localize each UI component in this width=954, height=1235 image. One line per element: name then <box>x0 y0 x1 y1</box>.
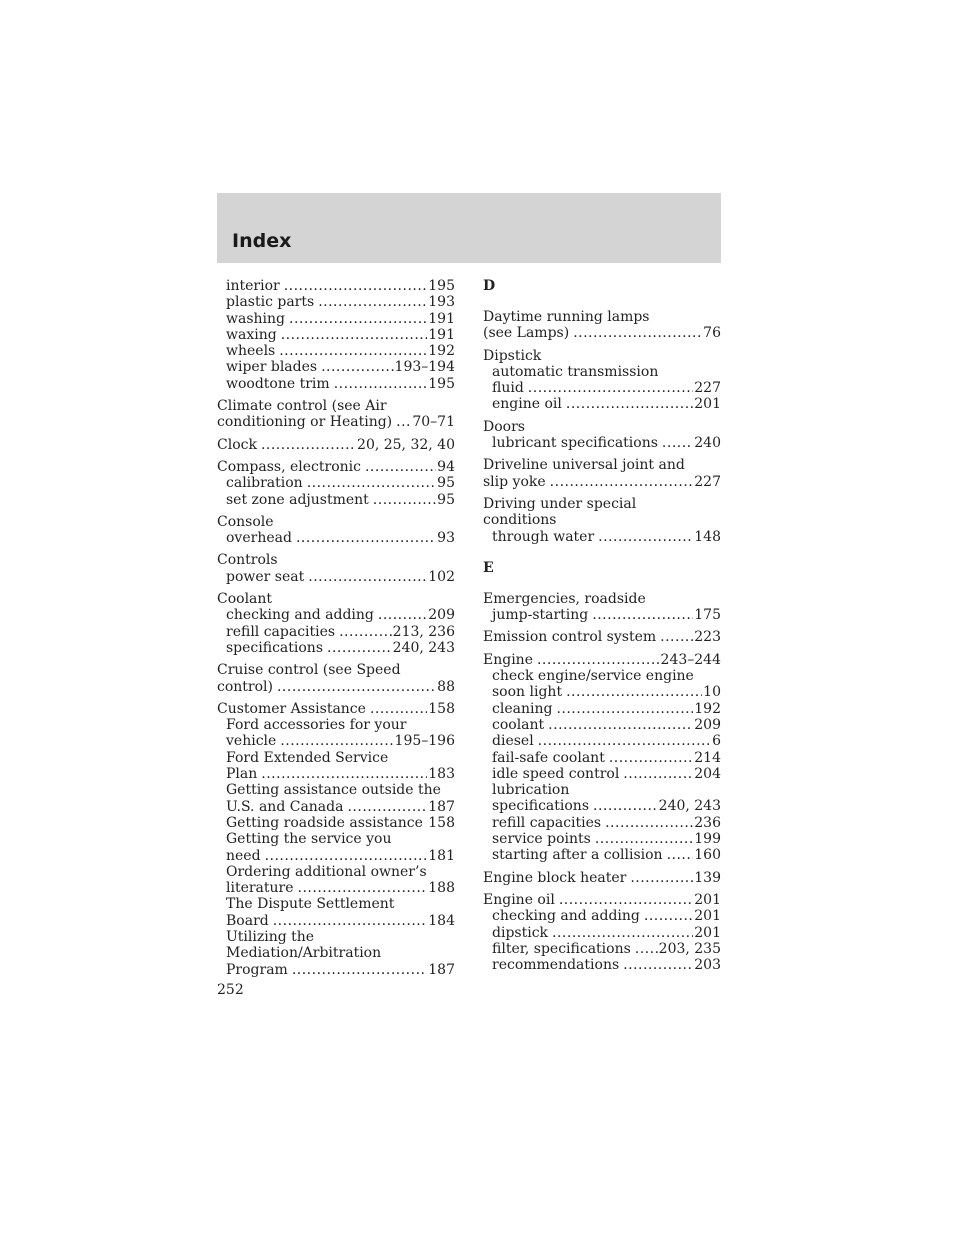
section-spacer <box>483 576 721 591</box>
entry-text: specifications <box>226 639 324 656</box>
index-subentry <box>483 847 721 863</box>
index-subentry <box>217 327 455 343</box>
entry-text: Climate control (see Air <box>217 398 387 415</box>
entry-page-ref: 20, 25, 32, 40 <box>357 436 455 453</box>
index-entry <box>217 591 455 607</box>
entry-text: coolant <box>492 716 545 733</box>
index-entry <box>217 437 455 453</box>
entry-page-ref: 95 <box>437 475 455 492</box>
leader-dots <box>318 294 427 310</box>
entry-page-ref: 158 <box>428 700 455 717</box>
leader-dots <box>598 529 693 545</box>
leader-dots <box>573 325 702 341</box>
entry-page-ref: 195 <box>428 278 455 294</box>
index-entry <box>483 325 721 341</box>
leader-dots <box>280 733 393 749</box>
index-subentry <box>217 278 455 294</box>
entry-text: Dipstick <box>483 347 542 364</box>
entry-text: Emission control system <box>483 629 657 646</box>
entry-page-ref: 187 <box>428 961 455 978</box>
entry-page-ref: 240, 243 <box>658 798 721 815</box>
entry-page-ref: 193 <box>428 294 455 311</box>
leader-dots <box>538 733 711 749</box>
section-spacer <box>483 545 721 560</box>
leader-dots <box>373 492 436 508</box>
index-header-band <box>217 193 721 263</box>
entry-page-ref: 236 <box>694 814 721 831</box>
index-subentry <box>217 492 455 508</box>
entry-page-ref: 213, 236 <box>392 623 455 640</box>
leader-dots <box>623 957 693 973</box>
entry-page-ref: 192 <box>428 343 455 360</box>
index-column-left <box>217 278 455 978</box>
index-subentry <box>217 831 455 847</box>
leader-dots <box>548 717 693 733</box>
entry-page-ref: 88 <box>437 678 455 695</box>
entry-text: plastic parts <box>226 294 315 311</box>
index-subentry <box>483 766 721 782</box>
entry-page-ref: 209 <box>694 716 721 733</box>
index-subentry <box>483 668 721 684</box>
entry-text: specifications <box>492 798 590 815</box>
entry-page-ref: 227 <box>694 473 721 490</box>
entry-text: cleaning <box>492 700 553 717</box>
entry-page-ref: 70–71 <box>412 414 455 431</box>
entry-text: The Dispute Settlement <box>226 896 395 913</box>
leader-dots <box>281 327 428 343</box>
index-subentry <box>483 957 721 973</box>
entry-text: Getting roadside assistance <box>226 814 423 831</box>
index-entry <box>483 512 721 528</box>
entry-text: interior <box>226 278 280 294</box>
index-entry <box>217 679 455 695</box>
entry-page-ref: 201 <box>694 396 721 413</box>
index-subentry <box>483 717 721 733</box>
entry-text: wheels <box>226 343 276 360</box>
entry-page-ref: 227 <box>694 380 721 397</box>
entry-text: vehicle <box>226 733 277 750</box>
entry-text: Engine oil <box>483 891 555 908</box>
entry-text: Driving under special <box>483 495 637 512</box>
entry-text: refill capacities <box>226 623 336 640</box>
entry-text: lubricant specifications <box>492 435 658 452</box>
entry-text: fluid <box>492 380 524 397</box>
leader-dots <box>667 847 694 863</box>
entry-text: Mediation/Arbitration <box>226 945 382 962</box>
entry-page-ref: 191 <box>428 310 455 327</box>
index-subentry <box>217 569 455 585</box>
entry-page-ref: 158 <box>428 814 455 831</box>
index-entry <box>483 629 721 645</box>
section-spacer <box>483 294 721 309</box>
leader-dots <box>327 640 392 656</box>
entry-page-ref: 183 <box>428 766 455 783</box>
entry-page-ref: 187 <box>428 798 455 815</box>
leader-dots <box>662 435 693 451</box>
index-subentry <box>483 435 721 451</box>
index-subentry <box>483 380 721 396</box>
entry-text: literature <box>226 880 294 897</box>
leader-dots <box>378 607 427 623</box>
leader-dots <box>308 569 427 585</box>
index-subentry <box>483 750 721 766</box>
entry-page-ref: 201 <box>694 924 721 941</box>
entry-text: Customer Assistance <box>217 700 366 717</box>
entry-page-ref: 223 <box>694 629 721 646</box>
leader-dots <box>265 848 428 864</box>
entry-text: diesel <box>492 733 534 750</box>
index-subentry <box>217 815 455 831</box>
index-subentry <box>217 766 455 782</box>
entry-text: conditions <box>483 512 557 529</box>
index-subentry <box>483 831 721 847</box>
index-subentry <box>217 733 455 749</box>
entry-text: idle speed control <box>492 765 620 782</box>
entry-page-ref: 214 <box>694 749 721 766</box>
entry-text: power seat <box>226 568 305 585</box>
entry-text: jump-starting <box>492 607 589 624</box>
leader-dots <box>261 766 427 782</box>
index-subentry <box>217 475 455 491</box>
index-subentry <box>217 640 455 656</box>
entry-text: U.S. and Canada <box>226 798 344 815</box>
entry-text: checking and adding <box>492 908 640 925</box>
entry-text: wiper blades <box>226 359 318 376</box>
index-entry <box>483 309 721 325</box>
entry-text: checking and adding <box>226 607 374 624</box>
leader-dots <box>609 750 693 766</box>
index-entry <box>483 419 721 435</box>
index-column-right <box>483 278 721 973</box>
index-subentry <box>217 343 455 359</box>
index-entry <box>217 552 455 568</box>
entry-page-ref: 181 <box>428 847 455 864</box>
page-title: Index <box>232 230 292 252</box>
entry-text: conditioning or Heating) <box>217 414 393 431</box>
index-entry <box>483 870 721 886</box>
entry-text: starting after a collision <box>492 847 663 864</box>
index-entry <box>217 459 455 475</box>
leader-dots <box>273 913 428 929</box>
entry-text: Coolant <box>217 591 273 608</box>
index-subentry <box>483 684 721 700</box>
section-letter: E <box>483 559 494 576</box>
entry-page-ref: 93 <box>437 530 455 547</box>
leader-dots <box>261 437 356 453</box>
entry-text: Program <box>226 961 288 978</box>
entry-page-ref: 160 <box>694 847 721 864</box>
index-subentry <box>483 782 721 798</box>
entry-text: soon light <box>492 684 563 701</box>
entry-page-ref: 195–196 <box>394 733 455 750</box>
entry-text: Getting assistance outside the <box>226 782 441 799</box>
leader-dots <box>396 414 411 430</box>
index-subentry <box>483 733 721 749</box>
index-subentry <box>217 799 455 815</box>
entry-text: Board <box>226 912 269 929</box>
entry-text: engine oil <box>492 396 562 413</box>
entry-page-ref: 6 <box>712 733 721 750</box>
leader-dots <box>370 701 427 717</box>
entry-page-ref: 191 <box>428 326 455 343</box>
index-subentry <box>483 941 721 957</box>
leader-dots <box>605 815 693 831</box>
leader-dots <box>566 684 702 700</box>
leader-dots <box>660 629 693 645</box>
entry-text: Plan <box>226 766 258 783</box>
entry-text: (see Lamps) <box>483 325 570 342</box>
leader-dots <box>550 474 694 490</box>
entry-text: Clock <box>217 436 257 453</box>
index-subentry <box>217 530 455 546</box>
entry-page-ref: 203 <box>694 957 721 974</box>
index-subentry <box>217 962 455 978</box>
leader-dots <box>593 798 658 814</box>
entry-text: Ordering additional owner’s <box>226 863 427 880</box>
index-subentry <box>217 624 455 640</box>
entry-page-ref: 195 <box>428 375 455 392</box>
leader-dots <box>292 962 427 978</box>
index-subentry <box>217 880 455 896</box>
entry-text: calibration <box>226 475 303 492</box>
entry-text: filter, specifications <box>492 940 631 957</box>
entry-page-ref: 184 <box>428 912 455 929</box>
index-entry <box>217 414 455 430</box>
index-subentry <box>217 376 455 392</box>
leader-dots <box>644 908 693 924</box>
entry-text: lubrication <box>492 782 570 799</box>
index-subentry <box>217 848 455 864</box>
section-letter: D <box>483 278 496 294</box>
entry-page-ref: 76 <box>703 325 721 342</box>
leader-dots <box>279 343 427 359</box>
index-entry <box>217 662 455 678</box>
index-entry <box>483 892 721 908</box>
entry-text: Ford Extended Service <box>226 749 389 766</box>
index-subentry <box>217 750 455 766</box>
entry-text: dipstick <box>492 924 549 941</box>
entry-page-ref: 201 <box>694 891 721 908</box>
index-entry <box>217 514 455 530</box>
leader-dots <box>556 701 693 717</box>
entry-text: Engine block heater <box>483 869 627 886</box>
leader-dots <box>277 679 436 695</box>
index-entry <box>483 474 721 490</box>
index-subentry <box>483 396 721 412</box>
entry-text: Ford accessories for your <box>226 717 407 734</box>
entry-page-ref: 188 <box>428 880 455 897</box>
index-entry <box>217 398 455 414</box>
entry-page-ref: 148 <box>694 528 721 545</box>
leader-dots <box>296 530 436 546</box>
leader-dots <box>334 376 428 392</box>
leader-dots <box>623 766 693 782</box>
entry-page-ref: 192 <box>694 700 721 717</box>
entry-text: Compass, electronic <box>217 458 361 475</box>
entry-text: refill capacities <box>492 814 602 831</box>
entry-page-ref: 193–194 <box>394 359 455 376</box>
index-subentry <box>483 908 721 924</box>
index-subentry <box>483 798 721 814</box>
entry-text: automatic transmission <box>492 363 659 380</box>
index-subentry <box>217 896 455 912</box>
entry-text: check engine/service engine <box>492 668 694 685</box>
index-subentry <box>217 607 455 623</box>
index-entry <box>217 701 455 717</box>
leader-dots <box>528 380 693 396</box>
entry-text: control) <box>217 678 273 695</box>
index-entry <box>483 457 721 473</box>
index-subentry <box>483 701 721 717</box>
index-subentry <box>217 717 455 733</box>
entry-text: Controls <box>217 552 278 569</box>
entry-text: Emergencies, roadside <box>483 590 646 607</box>
leader-dots <box>289 311 427 327</box>
index-subentry <box>217 864 455 880</box>
entry-text: Daytime running lamps <box>483 309 650 325</box>
entry-page-ref: 175 <box>694 607 721 624</box>
entry-text: Getting the service you <box>226 831 392 848</box>
leader-dots <box>307 475 436 491</box>
index-entry <box>483 652 721 668</box>
entry-page-ref: 139 <box>694 869 721 886</box>
index-subentry <box>217 359 455 375</box>
entry-page-ref: 199 <box>694 831 721 848</box>
index-subentry <box>217 913 455 929</box>
leader-dots <box>537 652 660 668</box>
leader-dots <box>298 880 428 896</box>
index-entry <box>483 348 721 364</box>
entry-text: Doors <box>483 418 525 435</box>
index-entry <box>483 591 721 607</box>
index-subentry <box>217 782 455 798</box>
entry-page-ref: 94 <box>437 458 455 475</box>
entry-text: washing <box>226 310 285 327</box>
index-subentry <box>217 945 455 961</box>
entry-text: Driveline universal joint and <box>483 457 685 474</box>
entry-text: through water <box>492 528 595 545</box>
entry-page-ref: 240, 243 <box>392 639 455 656</box>
entry-page-ref: 201 <box>694 908 721 925</box>
page-number: 252 <box>217 982 244 998</box>
entry-page-ref: 204 <box>694 765 721 782</box>
index-subentry <box>483 364 721 380</box>
entry-page-ref: 209 <box>428 607 455 624</box>
entry-page-ref: 243–244 <box>660 651 721 668</box>
leader-dots <box>552 925 693 941</box>
entry-text: fail-safe coolant <box>492 749 605 766</box>
leader-dots <box>566 396 693 412</box>
entry-text: overhead <box>226 530 292 547</box>
leader-dots <box>592 607 693 623</box>
leader-dots <box>321 359 393 375</box>
entry-text: set zone adjustment <box>226 491 369 508</box>
leader-dots <box>339 624 392 640</box>
entry-page-ref: 95 <box>437 491 455 508</box>
entry-page-ref: 240 <box>694 435 721 452</box>
entry-text: Utilizing the <box>226 928 315 945</box>
index-subentry <box>217 929 455 945</box>
entry-text: need <box>226 847 261 864</box>
index-subentry <box>217 311 455 327</box>
index-subentry <box>483 529 721 545</box>
leader-dots <box>347 799 427 815</box>
entry-page-ref: 102 <box>428 568 455 585</box>
entry-text: Cruise control (see Speed <box>217 662 401 679</box>
entry-text: recommendations <box>492 957 620 974</box>
leader-dots <box>559 892 693 908</box>
leader-dots <box>365 459 436 475</box>
entry-text: Console <box>217 513 274 530</box>
entry-page-ref: 203, 235 <box>658 940 721 957</box>
entry-text: waxing <box>226 326 277 343</box>
index-subentry <box>483 607 721 623</box>
leader-dots <box>284 278 428 294</box>
leader-dots <box>595 831 693 847</box>
leader-dots <box>635 941 658 957</box>
index-entry <box>483 496 721 512</box>
index-subentry <box>483 815 721 831</box>
entry-page-ref: 10 <box>703 684 721 701</box>
leader-dots <box>630 870 693 886</box>
entry-text: Engine <box>483 651 533 668</box>
index-subentry <box>483 925 721 941</box>
entry-text: woodtone trim <box>226 375 330 392</box>
entry-text: slip yoke <box>483 473 546 490</box>
index-subentry <box>217 294 455 310</box>
entry-text: service points <box>492 831 591 848</box>
